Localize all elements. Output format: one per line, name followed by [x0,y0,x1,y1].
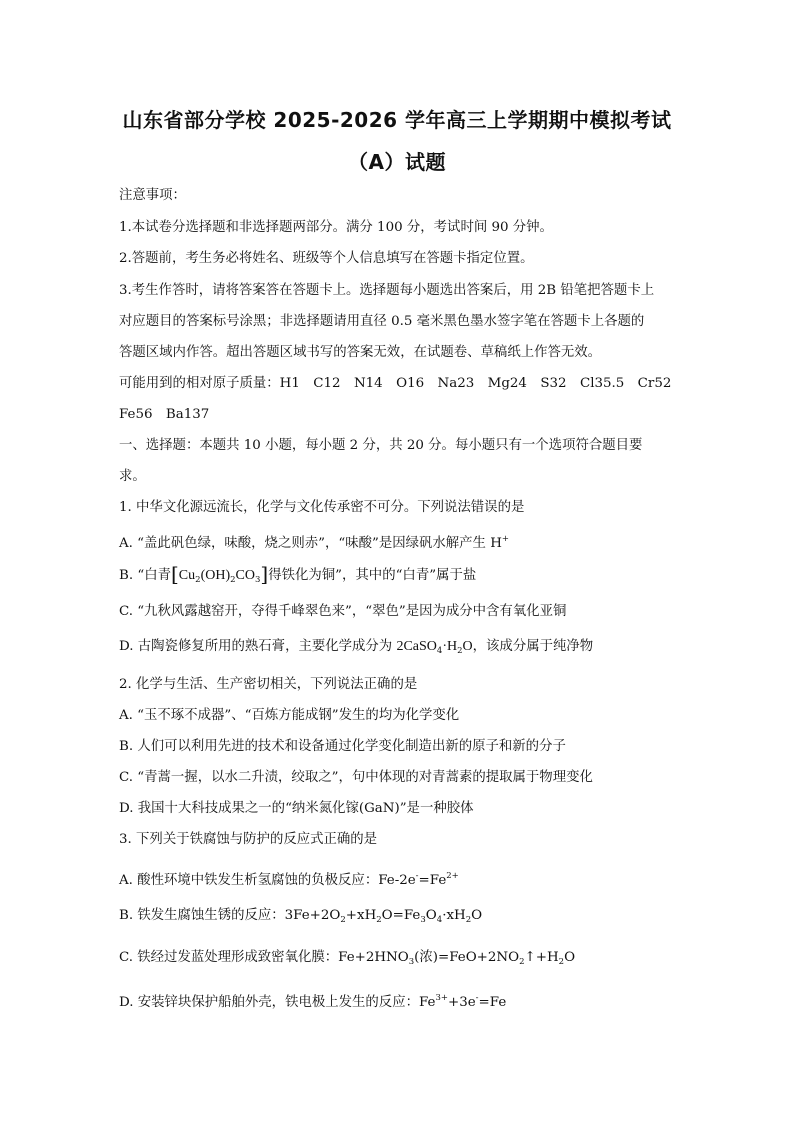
q1-option-d [119,638,679,660]
q1-stem: 1. 中华文化源远流长，化学与文化传承密不可分。下列说法错误的是 [119,500,525,515]
q3-c-sub2: 2 [519,957,525,967]
q2-option-d: D. 我国十大科技成果之一的“纳米氮化镓(GaN)”是一种胶体 [119,801,474,816]
q3-a-sup1: - [415,871,419,881]
exam-title-line1: 山东省部分学校 2025-2026 学年高三上学期期中模拟考试 [122,108,672,132]
q3-option-a-mid: =Fe [418,873,447,888]
left-bracket-icon: [ [170,562,179,586]
notes-heading: 注意事项： [119,188,186,203]
q1-d-sub2: 2 [457,646,463,656]
note-1: 1.本试卷分选择题和非选择题两部分。满分 100 分，考试时间 90 分钟。 [119,220,553,235]
q3-d-suffix: =Fe [478,995,507,1010]
q1-option-a [119,530,679,553]
q3-option-b [119,907,679,929]
q1-option-b-prefix: B. “白青 [119,568,171,583]
q1-b-sub1: 2 [195,575,201,585]
q3-d-mid: +3e [448,995,476,1010]
q1-option-a-text: A. “盖此矾色绿，味酸，烧之则赤”，“味酸”是因绿矾水解产生 H [119,536,502,551]
q3-b-sub2: 2 [376,915,382,925]
section1-heading-line1: 一、选择题：本题共 10 小题，每小题 2 分，共 20 分。每小题只有一个选项符合题目要 [119,438,643,453]
note-3-line1: 3.考生作答时，请将答案答在答题卡上。选择题每小题选出答案后，用 2B 铅笔把答题卡上 [119,283,655,298]
section1-heading-line2: 求。 [119,469,146,484]
q2-stem: 2. 化学与生活、生产密切相关，下列说法正确的是 [119,677,418,692]
q2-option-a: A. “玉不琢不成器”、“百炼方能成钢”发生的均为化学变化 [119,708,460,723]
note-2: 2.答题前，考生务必将姓名、班级等个人信息填写在答题卡指定位置。 [119,251,534,266]
q3-option-a [119,867,679,890]
q3-b-mid5: O [471,908,483,923]
q3-option-d [119,989,679,1012]
exam-title-line2: （A）试题 [348,150,446,174]
q1-option-b [119,562,679,589]
q3-option-d-prefix: D. 安装锌块保护船舶外壳，铁电极上发生的反应：Fe [119,995,436,1010]
q1-option-d-prefix: D. 古陶瓷修复所用的熟石膏，主要化学成分为 [119,639,397,654]
atomic-masses-line1: 可能用到的相对原子质量：H1 C12 N14 O16 Na23 Mg24 S32 Cl35.5 Cr52 [119,376,672,391]
q2-option-c: C. “青蒿一握，以水二升渍，绞取之”，句中体现的对青蒿素的提取属于物理变化 [119,770,593,785]
q3-b-mid1: +xH [345,908,377,923]
q3-b-sub3: 3 [420,915,426,925]
q1-option-d-suffix: ，该成分属于纯净物 [472,639,594,654]
q3-b-sub1: 2 [340,915,346,925]
note-3-line2: 对应题目的答案标号涂黑；非选择题请用直径 0.5 毫米黑色墨水签字笔在答题卡上各题的 [119,314,645,329]
q3-b-sub5: 2 [465,915,472,925]
q3-d-sup1: 3+ [435,993,448,1003]
q3-c-mid1: (浓)=FeO+2NO [414,950,520,965]
q3-c-mid2: ↑+H [524,950,559,965]
q3-option-c-prefix: C. 铁经过发蓝处理形成致密氧化膜：Fe+2HNO [119,950,409,965]
q1-b-sub2: 2 [230,575,236,585]
q1-d-formula-part2: ·H [442,639,458,654]
q1-option-b-suffix: 得铁化为铜”，其中的“白青”属于盐 [268,568,477,583]
q3-d-sup2: - [475,993,479,1003]
q3-option-b-prefix: B. 铁发生腐蚀生锈的反应：3Fe+2O [119,908,341,923]
q3-b-mid4: ·xH [442,908,466,923]
q2-option-b: B. 人们可以利用先进的技术和设备通过化学变化制造出新的原子和新的分子 [119,739,566,754]
q1-d-formula-part1: 2CaSO [396,639,437,654]
q1-option-a-sup: + [501,534,509,544]
q3-stem: 3. 下列关于铁腐蚀与防护的反应式正确的是 [119,832,378,847]
q1-b-formula-part3: CO [235,568,255,583]
q1-d-formula-part3: O [462,639,473,654]
atomic-masses-line2: Fe56 Ba137 [119,407,210,422]
note-3-line3: 答题区域内作答。超出答题区域书写的答案无效，在试题卷、草稿纸上作答无效。 [119,345,602,360]
q3-b-mid3: O [425,908,437,923]
q1-d-sub1: 4 [436,646,443,656]
q3-a-sup2: 2+ [446,871,459,881]
q3-b-mid2: O=Fe [381,908,421,923]
q1-option-c: C. “九秋风露越窑开，夺得千峰翠色来”，“翠色”是因为成分中含有氧化亚铜 [119,604,567,619]
q3-c-mid3: O [564,950,576,965]
right-bracket-icon: ] [260,562,269,586]
q1-b-formula-part1: Cu [178,568,196,583]
q3-c-sub3: 2 [558,957,565,967]
q3-b-sub4: 4 [436,915,443,925]
q1-b-sub3: 3 [254,575,261,585]
q3-option-c [119,949,679,971]
q1-b-formula-part2: (OH) [200,568,231,583]
q3-c-sub1: 3 [408,957,415,967]
q3-option-a-prefix: A. 酸性环境中铁发生析氢腐蚀的负极反应：Fe-2e [119,873,416,888]
